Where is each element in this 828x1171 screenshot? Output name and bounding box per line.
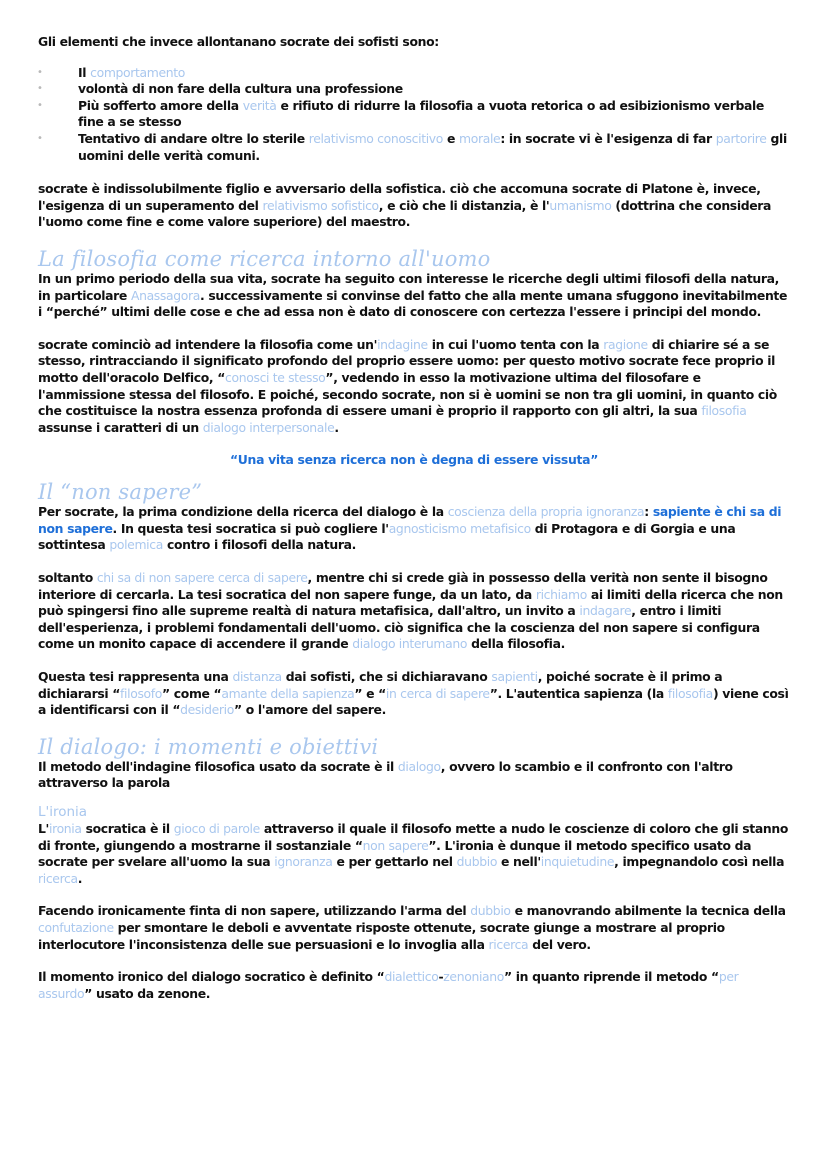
- section-heading-non-sapere: Il “non sapere”: [38, 480, 203, 505]
- paragraph: Il momento ironico del dialogo socratico è definito “dialettico-zenoniano” in quanto riprende il metodo “per assurdo” usato da zenone.: [38, 969, 739, 1001]
- paragraph: In un primo periodo della sua vita, socrate ha seguito con interesse le ricerche degli ultimi filosofi della natura, in particolare Anassagora. successivamente si convinse del fatto che alla mente umana sfuggono inevitabilmente i “perché” ultimi delle cose e che ad essa non è dato di conoscere con certezza l'essere i principi del mondo.: [38, 270, 788, 320]
- highlighted-term: dialettico: [384, 969, 439, 985]
- highlighted-term: amante della sapienza: [221, 685, 355, 701]
- highlighted-term: morale: [459, 130, 501, 146]
- section-heading-dialogo: Il dialogo: i momenti e obiettivi: [38, 734, 379, 759]
- highlighted-term: polemica: [109, 537, 163, 553]
- highlighted-term: filosofia: [701, 403, 747, 419]
- highlighted-term: filosofia: [667, 685, 713, 701]
- highlighted-term: coscienza della propria ignoranza: [447, 504, 645, 520]
- highlighted-term: dialogo: [397, 758, 441, 774]
- highlighted-term: richiamo: [535, 586, 587, 602]
- bullet-item: • volontà di non fare della cultura una professione: [38, 81, 790, 98]
- highlighted-term: filosofo: [120, 685, 163, 701]
- highlighted-term: sapienti: [491, 669, 538, 685]
- highlighted-term: inquietudine: [540, 854, 615, 870]
- intro-paragraph: socrate è indissolubilmente figlio e avversario della sofistica. ciò che accomuna socrate di Platone è, invece, l'esigenza di un superamento del relativismo sofistico, e ciò che li distanzia, è l'umanismo (dottrina che considera l'uomo come fine e come valore superiore) del maestro.: [38, 181, 772, 230]
- highlighted-term: verità: [242, 97, 277, 113]
- highlighted-term: ricerca: [38, 870, 78, 886]
- paragraph: socrate cominciò ad intendere la filosofia come un'indagine in cui l'uomo tenta con la ragione di chiarire sé a se stesso, rintracciando il significato profondo del proprio essere uomo: per questo motivo socrate fece proprio il motto dell'oracolo Delfico, “conosci te stesso”, vedendo in esso la motivazione ultima del filosofare e l'ammissione stessa del filosofo. E poiché, secondo socrate, non si è uomini se non tra gli uomini, in quanto ciò che costituisce la nostra essenza profonda di essere umani è proprio il rapporto con gli altri, la sua filosofia assunse i caratteri di un dialogo interpersonale.: [38, 336, 777, 435]
- highlighted-term: comportamento: [90, 64, 186, 80]
- highlighted-term: conosci te stesso: [225, 369, 326, 385]
- paragraph: soltanto chi sa di non sapere cerca di sapere, mentre chi si crede già in possesso della verità non sente il bisogno interiore di cercarla. La tesi socratica del non sapere funge, da un lato, da richiamo ai limiti della ricerca che non può spingersi fino alle supreme realtà di natura metafisica, dall'altro, un invito a indagare, entro i limiti dell'esperienza, i problemi fondamentali dell'uomo. ciò significa che la coscienza del non sapere si configura come un monito capace di accendere il grande dialogo interumano della filosofia.: [38, 570, 783, 652]
- highlighted-quote: “Una vita senza ricerca non è degna di essere vissuta”: [229, 452, 599, 468]
- highlighted-term: dialogo interumano: [352, 636, 468, 652]
- highlighted-term: dubbio: [470, 903, 511, 919]
- highlighted-term: non sapere: [362, 837, 429, 853]
- paragraph: Facendo ironicamente finta di non sapere, utilizzando l'arma del dubbio e manovrando abilmente la tecnica della confutazione per smontare le deboli e avventate risposte ottenute, socrate giunge a mostrare al proprio interlocutore l'inconsistenza delle sue persuasioni e lo invoglia alla ricerca del vero.: [38, 903, 786, 952]
- highlighted-term: agnosticismo metafisico: [388, 520, 531, 536]
- highlighted-term: in cerca di sapere: [385, 685, 490, 701]
- highlighted-term: partorire: [715, 130, 767, 146]
- highlighted-term: indagine: [377, 336, 428, 352]
- highlighted-term: indagare: [579, 603, 632, 619]
- paragraph: L'ironia socratica è il gioco di parole attraverso il quale il filosofo mette a nudo le coscienze di coloro che gli stanno di fronte, giungendo a mostrarne il sostanziale “non sapere”. L'ironia è dunque il metodo specifico usato da socrate per svelare all'uomo la sua ignoranza e per gettarlo nel dubbio e nell'inquietudine, impegnandolo così nella ricerca.: [38, 821, 789, 886]
- bullet-item: • Il comportamento: [38, 65, 790, 82]
- subsection-heading-ironia: L'ironia: [38, 804, 88, 820]
- highlighted-term: dubbio: [456, 854, 498, 870]
- highlighted-term: ragione: [603, 336, 648, 352]
- highlighted-term: per assurdo: [38, 969, 739, 1001]
- highlighted-term: Anassagora: [130, 287, 200, 303]
- paragraph: Il metodo dell'indagine filosofica usato da socrate è il dialogo, ovvero lo scambio e il confronto con l'altro attraverso la parola: [38, 758, 733, 791]
- highlighted-term: chi sa di non sapere cerca di sapere: [96, 570, 308, 586]
- highlighted-term: umanismo: [549, 197, 612, 213]
- intro-bullet-list: [38, 65, 790, 165]
- bullet-item: • Tentativo di andare oltre lo sterile relativismo conoscitivo e morale: in socrate vi è l'esigenza di far partorire gli uomini delle verità comuni.: [38, 131, 790, 164]
- highlighted-term: confutazione: [38, 919, 114, 935]
- highlighted-term: dialogo interpersonale: [202, 419, 335, 435]
- highlighted-term: zenoniano: [443, 969, 505, 985]
- highlighted-term: ignoranza: [274, 854, 333, 870]
- highlighted-term: ironia: [49, 821, 82, 836]
- highlighted-term: distanza: [232, 669, 282, 685]
- section-heading-ricerca: La filosofia come ricerca intorno all'uomo: [38, 246, 491, 271]
- highlighted-term: desiderio: [180, 702, 234, 718]
- paragraph: Questa tesi rappresenta una distanza dai sofisti, che si dichiaravano sapienti, poiché socrate è il primo a dichiararsi “filosofo” come “amante della sapienza” e “in cerca di sapere”. L'autentica sapienza (la filosofia) viene così a identificarsi con il “desiderio” o l'amore del sapere.: [38, 669, 789, 718]
- intro-lead: Gli elementi che invece allontanano socrate dei sofisti sono:: [38, 34, 439, 49]
- bullet-item: • Più sofferto amore della verità e rifiuto di ridurre la filosofia a vuota retorica o ad esibizionismo verbale fine a se stesso: [38, 98, 790, 131]
- emphasized-text: sapiente è chi sa di non sapere: [38, 504, 782, 536]
- highlighted-term: relativismo conoscitivo: [308, 130, 444, 146]
- paragraph: Per socrate, la prima condizione della ricerca del dialogo è la coscienza della propria ignoranza: sapiente è chi sa di non sapere. In questa tesi socratica si può cogliere l'agnosticismo metafisico di Protagora e di Gorgia e una sottintesa polemica contro i filosofi della natura.: [38, 504, 782, 553]
- highlighted-term: gioco di parole: [173, 821, 260, 836]
- highlighted-term: ricerca: [488, 936, 529, 952]
- highlighted-term: relativismo sofistico: [262, 197, 379, 213]
